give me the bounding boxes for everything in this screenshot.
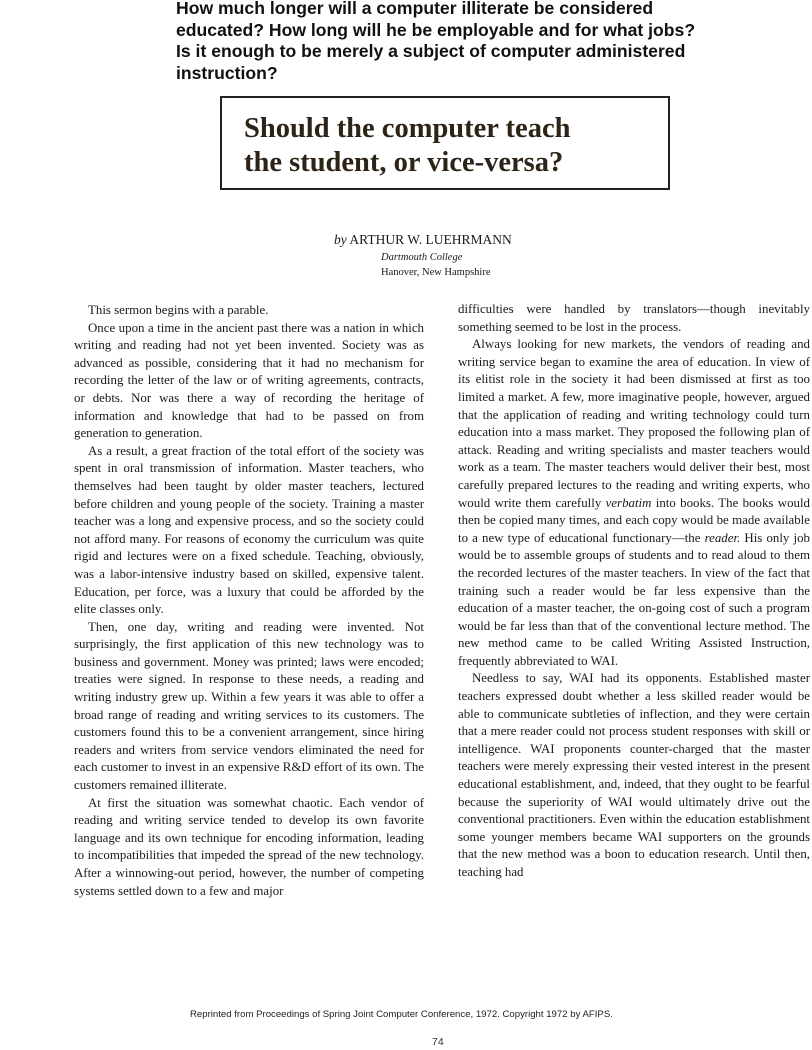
deck-line: Is it enough to be merely a subject of computer administered [176, 41, 686, 62]
body-column-right [458, 301, 810, 882]
text-run: into books. The books would then be copied many times, and each copy would be made available to a new type of educational functionary—the [458, 495, 810, 545]
paragraph [458, 336, 810, 670]
deck-line: instruction? [176, 62, 278, 83]
paragraph: This sermon begins with a parable. [88, 303, 269, 317]
text-run: Always looking for new markets, the vendors of reading and writing service began to examine the area of education. In view of its elitist role in the society it had been dismissed at first as too limited a market. A few, more imaginative people, however, argued that the application of reading and writing technology could turn education into a mass market. They proposed the following plan of attack. Reading and writing specialists and master teachers would work as a team. The master teachers would deliver their best, most carefully prepared lectures to the reading and writing experts, who would write them carefully [458, 337, 810, 510]
italic-reader: reader. [704, 530, 741, 545]
paragraph: As a result, a great fraction of the total effort of the society was spent in oral transmission of information. Master teachers, who themselves had been taught by older master teachers, lectured before children and young people of the society. Training a master teacher was a long and expensive process, and so the society could not afford many. For reasons of economy the curriculum was quite rigid and lectures were on a fixed schedule. Teaching, obviously, was a labor-intensive industry based on skilled, expensive talent. Education, per force, was a luxury that could be afforded by the elite classes only. [74, 443, 424, 617]
author-name: ARTHUR W. LUEHRMANN [349, 232, 512, 247]
byline-by: by [334, 232, 347, 247]
author-affiliation [381, 250, 491, 280]
deck-line: How much longer will a computer illiterate be considered [176, 0, 654, 18]
paragraph: Then, one day, writing and reading were invented. Not surprisingly, the first application of this new technology was to business and government. Money was printed; laws were encoded; treaties were signed. In response to these needs, a reading and writing industry grew up. Within a few years it was able to offer a broad range of reading and writing services to its customers. The customers found this to be a convenient arrangement, since hiring readers and writers from service vendors eliminated the need for each customer to invest in an expensive R&D effort of its own. The customers remained illiterate. [74, 619, 424, 793]
reprint-notice: Reprinted from Proceedings of Spring Joint Computer Conference, 1972. Copyright 1972 by AFIPS. [190, 1009, 613, 1020]
italic-verbatim: verbatim [605, 495, 652, 510]
paragraph: Once upon a time in the ancient past there was a nation in which writing and reading had not yet been invented. Society was as advanced as possible, considering that it had no mechanism for recording the letter of the law or of writing agreements, contracts, or debts. Nor was there a way of recording the heritage of information and knowledge that had to be passed on from generation to generation. [74, 320, 424, 441]
body-column-left [74, 302, 424, 900]
affiliation-college: Dartmouth College [381, 252, 463, 263]
paragraph: Needless to say, WAI had its opponents. Established master teachers expressed doubt whether a less skilled reader would be able to communicate subtleties of inflection, and they were certain that a mere reader could not process student responses with skill or intelligence. WAI proponents counter-charged that the master teachers were merely expressing their vested interest in the present educational establishment, and, indeed, that they ought to be fearful because the superiority of WAI would ultimately drive out the conventional practitioners. Even within the education establishment some younger members became WAI supporters on the grounds that the new method was a boon to education research. Until then, teaching had [458, 671, 810, 879]
title-line-2: the student, or vice-versa? [244, 147, 564, 178]
title-line-1: Should the computer teach [244, 113, 571, 144]
page-number: 74 [432, 1036, 444, 1048]
article-title [244, 112, 664, 180]
title-box [220, 96, 670, 190]
article-deck [176, 0, 736, 84]
byline [334, 232, 512, 248]
paragraph: difficulties were handled by translators—though inevitably something seemed to be lost in the process. [458, 302, 810, 334]
paragraph: At first the situation was somewhat chaotic. Each vendor of reading and writing service tended to develop its own favorite language and its own technique for encoding information, leading to incompatibilities that impeded the spread of the new technology. After a winnowing-out period, however, the number of competing systems settled down to a few and major [74, 795, 424, 898]
affiliation-location: Hanover, New Hampshire [381, 267, 491, 278]
deck-line: educated? How long will he be employable and for what jobs? [176, 19, 696, 40]
text-run: His only job would be to assemble groups of students and to read aloud to them the recorded lectures of the master teachers. In view of the fact that training such a reader would be far less expensive than the education of a master teacher, the on-going cost of such a program would be far less than that of the conventional lecture method. The new method came to be called Writing Assisted Instruction, frequently abbreviated to WAI. [458, 530, 810, 668]
